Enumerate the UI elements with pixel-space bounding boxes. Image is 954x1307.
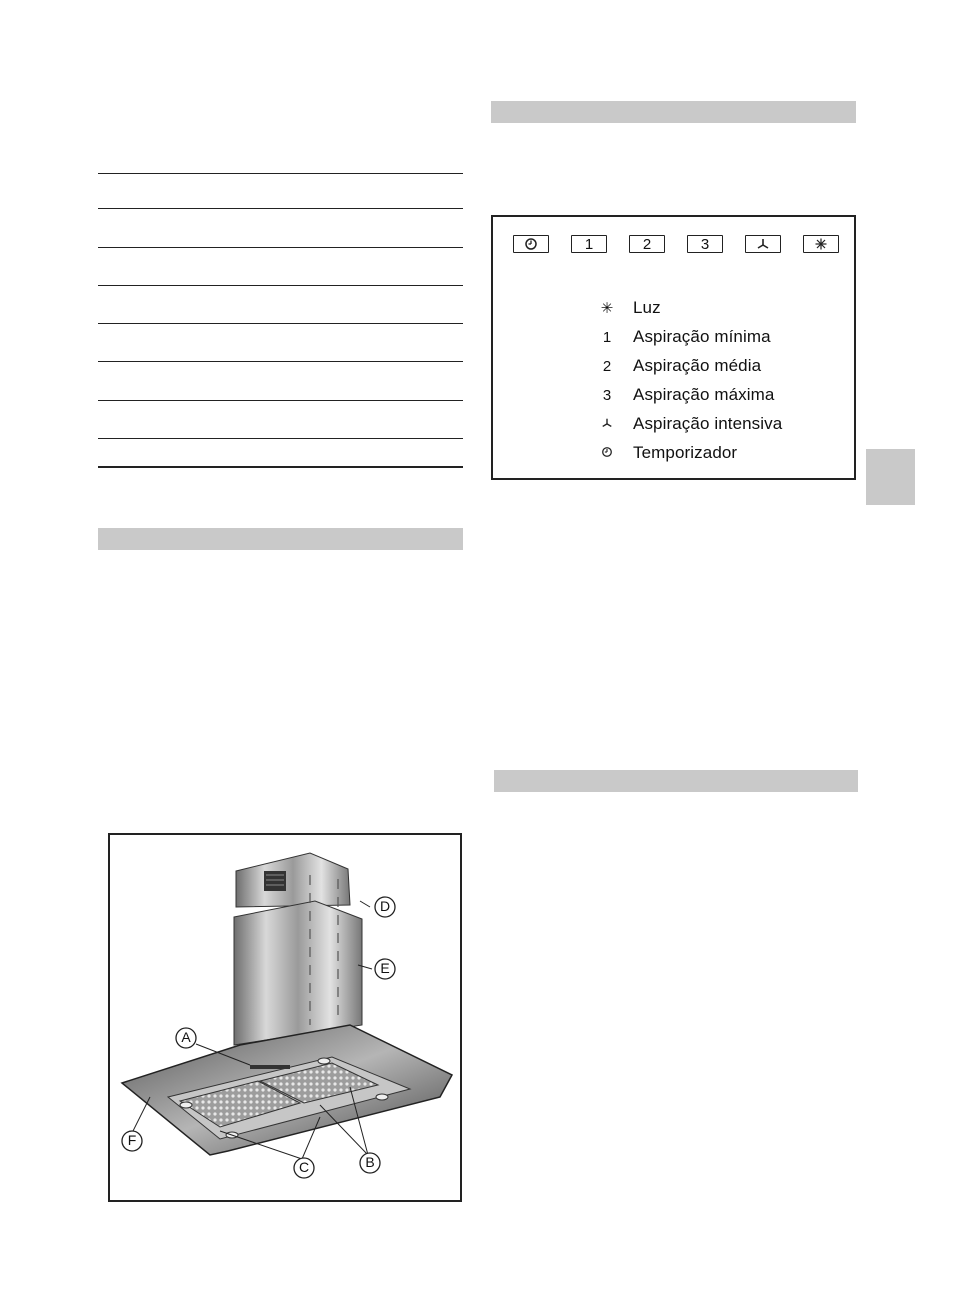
section-bar-left <box>98 528 463 550</box>
speed-3-symbol: 3 <box>602 386 612 404</box>
table-rule <box>98 323 463 324</box>
legend-label: Temporizador <box>633 443 738 462</box>
legend-label: Aspiração máxima <box>633 385 775 404</box>
legend-item-intensive <box>593 411 782 437</box>
control-panel-diagram <box>491 215 856 480</box>
legend-label: Aspiração mínima <box>633 327 771 346</box>
callout-b: B <box>365 1154 375 1170</box>
table-rule <box>98 208 463 209</box>
intensive-icon <box>755 237 771 251</box>
speed-1-symbol: 1 <box>602 328 612 346</box>
speed-1-label: 1 <box>584 235 594 253</box>
legend-item-speed-1 <box>593 324 771 350</box>
legend-item-timer <box>593 440 737 466</box>
table-rule <box>98 361 463 362</box>
callout-f: F <box>127 1132 137 1148</box>
callout-e: E <box>380 960 390 976</box>
legend-item-speed-2 <box>593 353 761 379</box>
table-rule-bottom <box>98 466 463 468</box>
speed-3-button <box>687 235 723 253</box>
timer-symbol <box>601 446 613 458</box>
timer-icon <box>524 237 538 251</box>
speed-3-label: 3 <box>700 235 710 253</box>
intensive-symbol <box>600 417 614 429</box>
section-bar-bottom-right <box>494 770 858 792</box>
timer-button <box>513 235 549 253</box>
legend-label: Aspiração média <box>633 356 762 375</box>
table-rule <box>98 438 463 439</box>
speed-1-button <box>571 235 607 253</box>
table-rule <box>98 247 463 248</box>
table-rule <box>98 285 463 286</box>
callout-c: C <box>298 1159 310 1175</box>
legend-item-light <box>593 295 661 321</box>
speed-2-label: 2 <box>642 235 652 253</box>
legend-label: Aspiração intensiva <box>633 414 783 433</box>
intensive-button <box>745 235 781 253</box>
timer-icon <box>593 445 621 462</box>
hood-illustration <box>108 833 462 1202</box>
callout-d: D <box>379 898 391 914</box>
legend-item-speed-3 <box>593 382 774 408</box>
range-hood-drawing <box>110 835 460 1200</box>
intensive-icon <box>593 416 621 433</box>
light-icon <box>814 237 828 251</box>
section-bar-top-right <box>491 101 856 123</box>
light-icon: ✳ <box>600 300 614 317</box>
callout-a: A <box>181 1029 191 1045</box>
table-rule <box>98 400 463 401</box>
speed-2-button <box>629 235 665 253</box>
table-rule <box>98 173 463 174</box>
light-button <box>803 235 839 253</box>
side-tab <box>866 449 915 505</box>
speed-2-symbol: 2 <box>602 357 612 375</box>
legend-label: Luz <box>633 298 661 317</box>
